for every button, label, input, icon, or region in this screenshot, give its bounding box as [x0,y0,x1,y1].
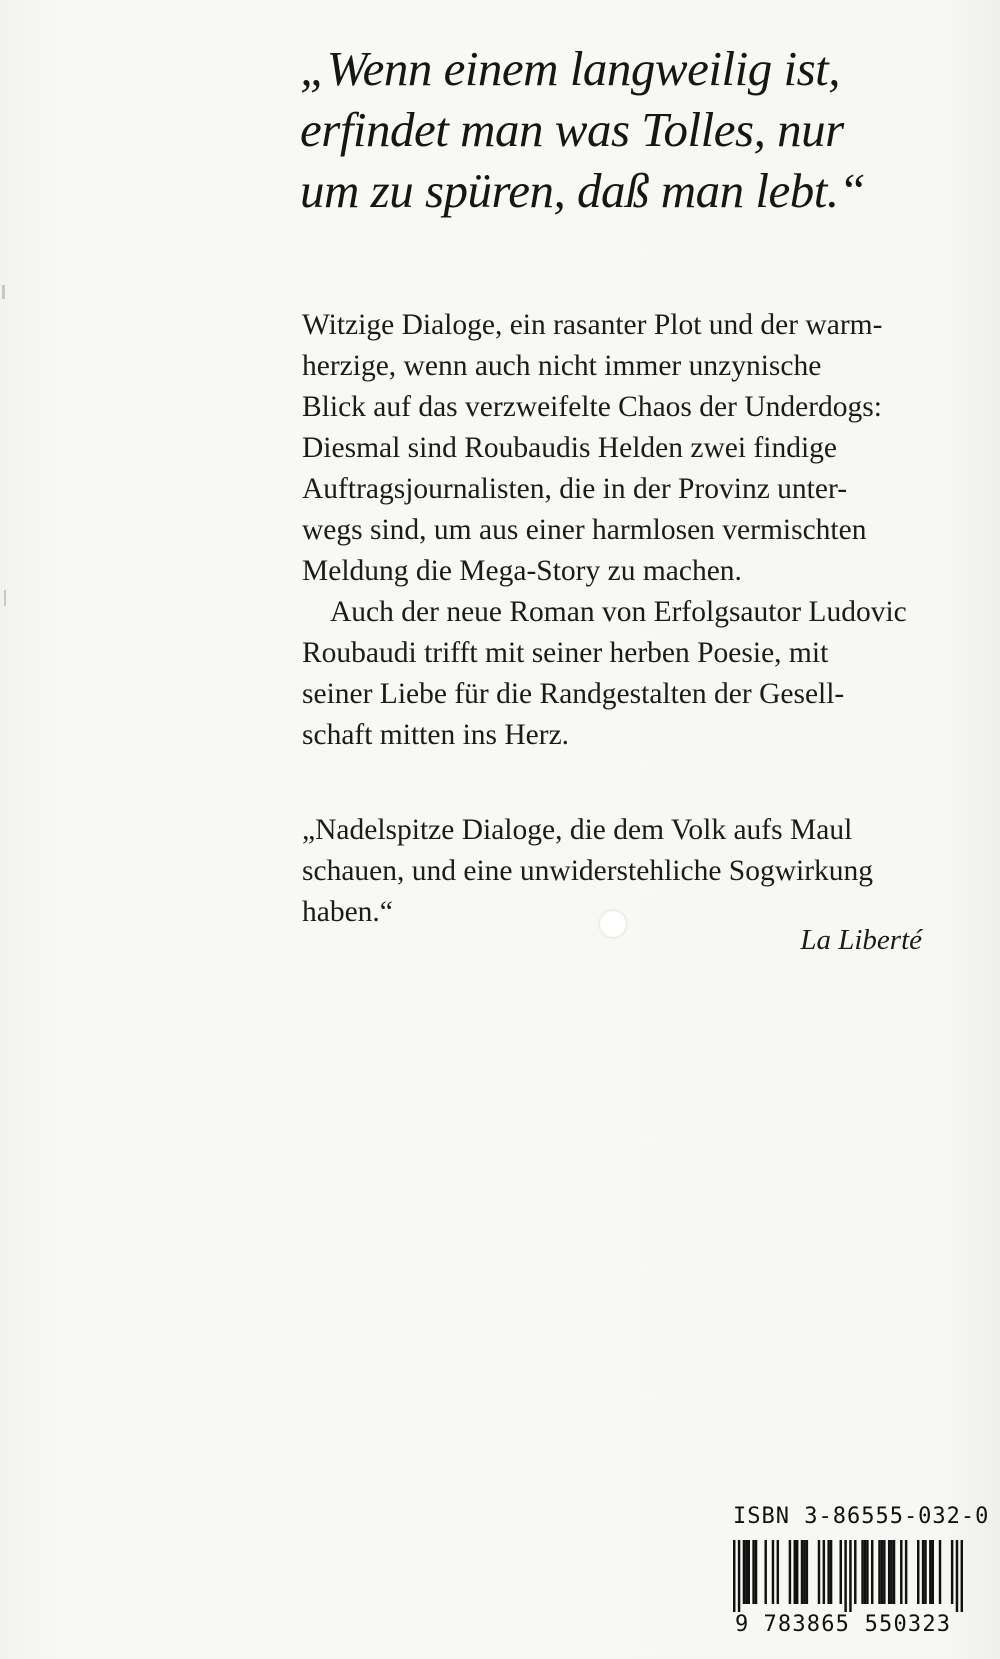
blurb-line: Diesmal sind Roubaudis Helden zwei findige [302,432,837,464]
barcode-bar [748,1540,750,1604]
review-line: schauen, und eine unwiderstehliche Sogwirkung [302,855,874,887]
cover-scuff-mark [600,911,626,937]
barcode-bar [866,1540,868,1604]
barcode-bar [830,1540,832,1604]
blurb-line: seiner Liebe für die Randgestalten der Gesell- [302,678,845,710]
barcode-guard-bar [961,1540,963,1612]
barcode-bar [789,1540,791,1604]
barcode-bar [755,1540,757,1604]
motto-quote [300,38,940,221]
blurb-line: Meldung die Mega-Story zu machen. [302,555,742,587]
barcode-bar [932,1540,934,1604]
barcode-bar [917,1540,919,1604]
barcode-bar [878,1540,880,1604]
review-source: La Liberté [800,924,922,956]
barcode-guard-bar [849,1540,851,1612]
barcode-bar [752,1540,754,1604]
barcode-bar [803,1540,805,1604]
barcode-guard-bar [844,1540,846,1612]
barcode-bar [905,1540,907,1604]
barcode-bar [854,1540,856,1604]
barcode-bar [861,1540,863,1604]
review-line: haben.“ [302,896,393,928]
review-quote [302,810,962,933]
blurb-line: Auftragsjournalisten, die in der Provinz unter- [302,473,848,505]
barcode-bar [772,1540,774,1604]
barcode-bar [823,1540,825,1604]
barcode-bar [893,1540,895,1604]
review-line: „Nadelspitze Dialoge, die dem Volk aufs Maul [302,814,853,846]
barcode-bar [924,1540,926,1604]
barcode-bar [864,1540,866,1604]
isbn-label: ISBN 3-86555-032-0 [733,1504,990,1529]
barcode-bar [743,1540,745,1604]
barcode-bar [871,1540,873,1604]
barcode-bar [745,1540,747,1604]
barcode-bar [890,1540,892,1604]
barcode-bar [929,1540,931,1604]
blurb-text [302,305,962,756]
barcode-bar [796,1540,798,1604]
barcode-bar [818,1540,820,1604]
barcode-bar [777,1540,779,1604]
barcode-bar [806,1540,808,1604]
barcode-bar [900,1540,902,1604]
barcode-bar [939,1540,941,1604]
barcode-bar [881,1540,883,1604]
barcode-digit-groups: 783865 550323 [763,1612,952,1637]
barcode-bar [840,1540,842,1604]
barcode-guard-bar [956,1540,958,1612]
blurb-line: Roubaudi trifft mit seiner herben Poesie, mit [302,637,829,669]
motto-line: erfindet man was Tolles, nur [300,102,844,157]
barcode-bar [764,1540,766,1604]
motto-line: „Wenn einem langweilig ist, [300,41,840,96]
motto-line: um zu spüren, daß man lebt.“ [300,163,866,218]
blurb-line: wegs sind, um aus einer harmlosen vermischten [302,514,867,546]
blurb-line: herzige, wenn auch nicht immer unzynische [302,350,822,382]
barcode-bar [883,1540,885,1604]
barcode-bar [827,1540,829,1604]
barcode-number [735,1612,951,1637]
blurb-line: Blick auf das verzweifelte Chaos der Underdogs: [302,391,882,423]
blurb-line: schaft mitten ins Herz. [302,719,570,751]
barcode-guard-bar [733,1540,735,1612]
barcode [733,1540,963,1612]
barcode-first-digit: 9 [735,1612,750,1637]
barcode-bar [922,1540,924,1604]
blurb-line: Auch der neue Roman von Erfolgsautor Ludovic [330,596,907,628]
edge-mark [2,285,5,299]
barcode-bar [794,1540,796,1604]
barcode-bar [951,1540,953,1604]
edge-mark [4,590,6,606]
barcode-guard-bar [738,1540,740,1612]
barcode-bar [801,1540,803,1604]
blurb-line: Witzige Dialoge, ein rasanter Plot und der warm- [302,309,883,341]
barcode-bar [888,1540,890,1604]
